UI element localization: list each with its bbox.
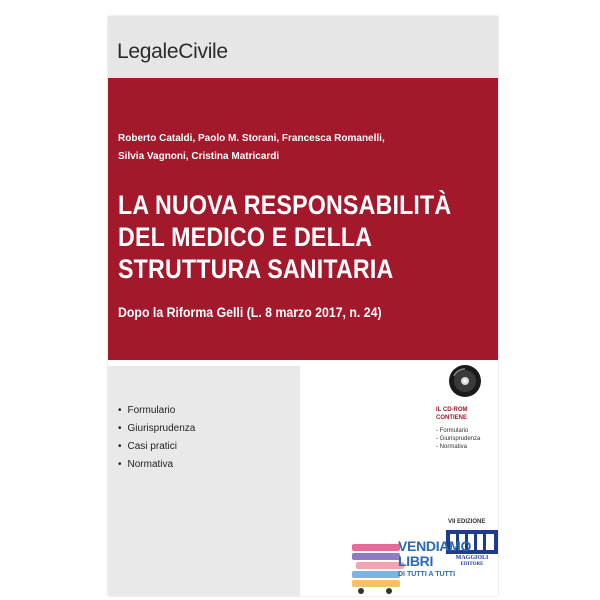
- cd-rom-title: [436, 406, 496, 422]
- watermark-logo: [352, 536, 492, 596]
- feature-item: • Formulario: [118, 402, 195, 420]
- features-box: [108, 366, 300, 596]
- book-cover: [108, 16, 498, 596]
- feature-item: • Casi pratici: [118, 438, 195, 456]
- cd-rom-title-line: CONTIENE: [436, 415, 468, 421]
- watermark-text: [398, 539, 471, 569]
- cd-rom-title-line: IL CD-ROM: [436, 407, 468, 413]
- watermark-line: VENDIAMO: [398, 538, 472, 554]
- cd-rom-item: - Formulario: [436, 428, 469, 434]
- watermark-tagline: DI TUTTI A TUTTI: [398, 571, 456, 578]
- title-line: LA NUOVA RESPONSABILITÀ: [118, 190, 452, 220]
- books-stack-icon: [352, 544, 400, 592]
- publisher-sub: EDITORE: [460, 562, 484, 567]
- edition-label: VII EDIZIONE: [448, 519, 486, 525]
- series-name: LegaleCivile: [117, 40, 228, 63]
- features-list: [118, 402, 195, 474]
- cd-rom-icon: [448, 364, 482, 398]
- cd-rom-item: - Giurisprudenza: [436, 436, 481, 442]
- authors: [118, 130, 488, 166]
- book-subtitle: Dopo la Riforma Gelli (L. 8 marzo 2017, n. 24): [118, 304, 382, 320]
- publisher-name: MAGGIOLI: [455, 555, 489, 561]
- cd-rom-item: - Normativa: [436, 444, 468, 450]
- series-band: [108, 16, 498, 78]
- feature-item: • Normativa: [118, 456, 195, 474]
- authors-line: Roberto Cataldi, Paolo M. Storani, Francesca Romanelli,: [118, 133, 385, 144]
- cd-rom-contents: [436, 427, 498, 451]
- title-line: DEL MEDICO E DELLA: [118, 222, 373, 252]
- book-title: [118, 189, 452, 285]
- feature-item: • Giurisprudenza: [118, 420, 195, 438]
- title-panel: [108, 78, 498, 360]
- watermark-line: LIBRI: [398, 553, 434, 569]
- title-line: STRUTTURA SANITARIA: [118, 254, 394, 284]
- authors-line: Silvia Vagnoni, Cristina Matricardi: [118, 151, 280, 162]
